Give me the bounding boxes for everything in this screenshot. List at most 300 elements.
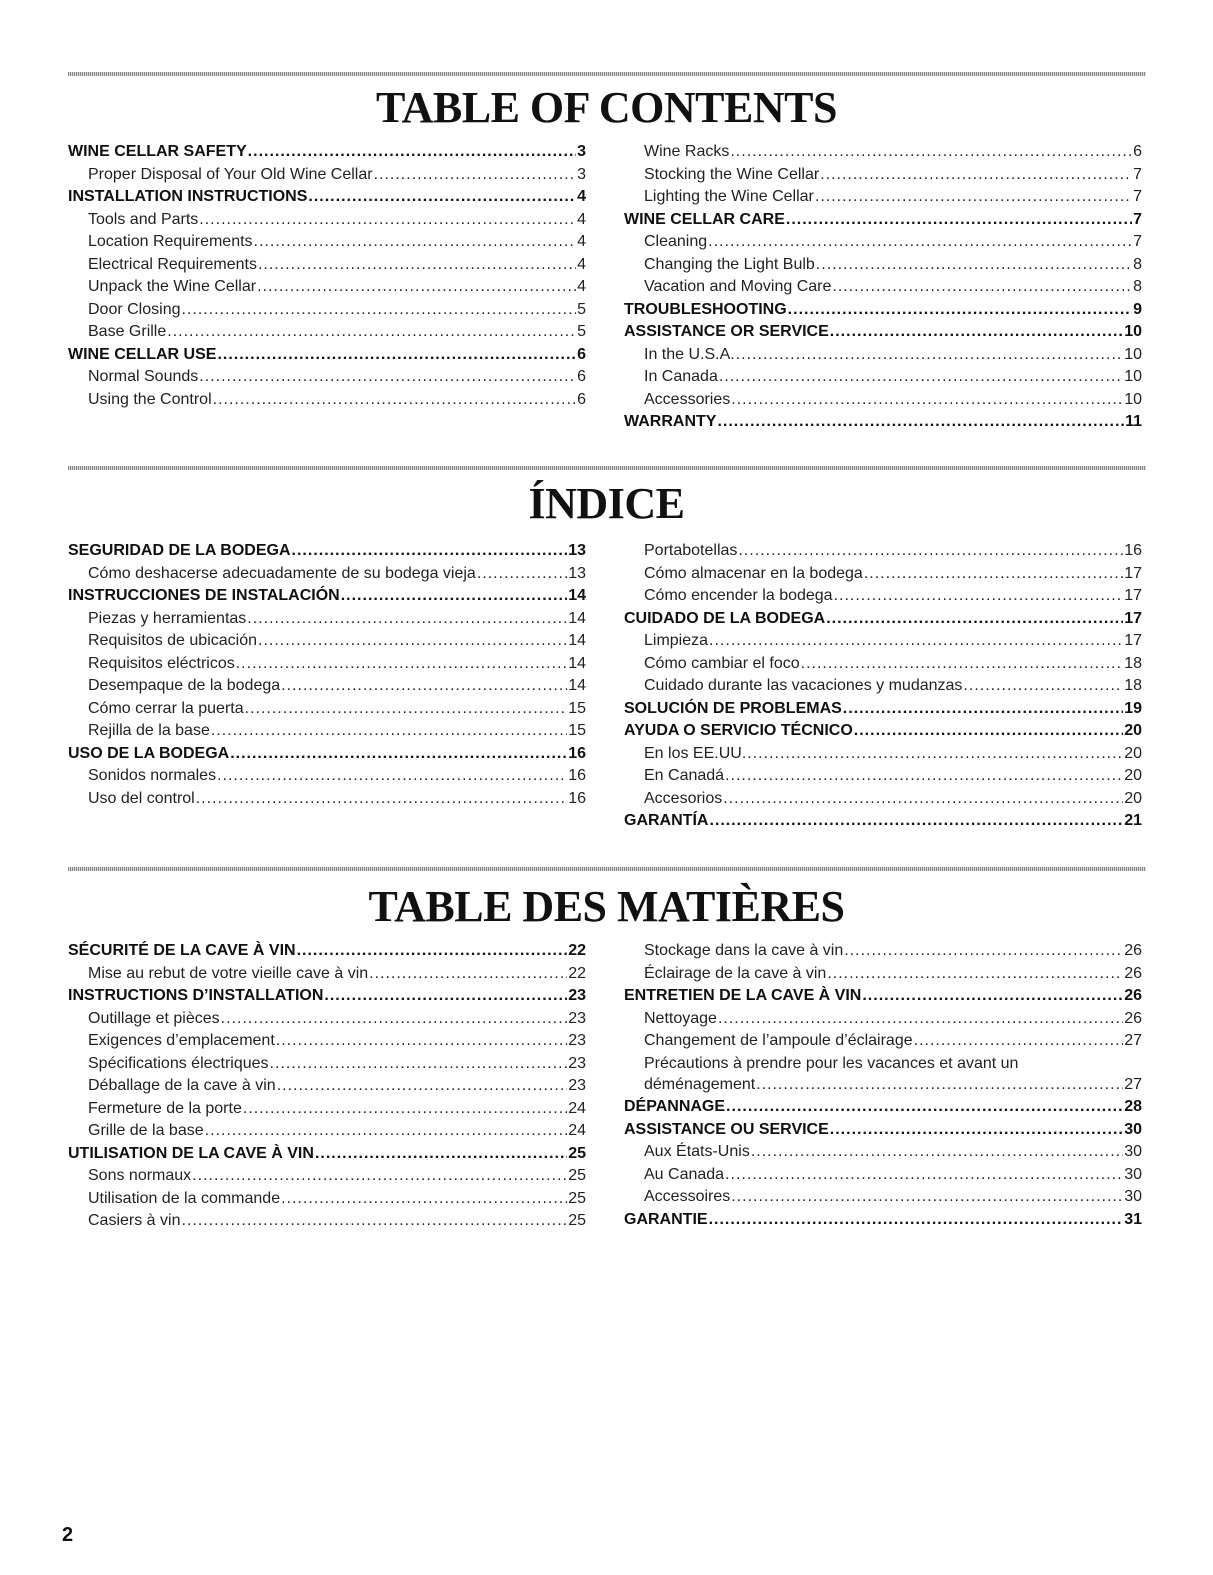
dot-leader bbox=[258, 630, 567, 653]
dot-leader bbox=[217, 344, 576, 367]
toc-subsection-label: Accessoires bbox=[644, 1188, 731, 1205]
toc-section-label: SÉCURITÉ DE LA CAVE À VIN bbox=[68, 942, 296, 959]
toc-entry bbox=[624, 1164, 1142, 1187]
toc-subsection-label: Requisitos eléctricos bbox=[88, 654, 235, 672]
dot-leader bbox=[258, 254, 576, 277]
toc-entry bbox=[624, 411, 1142, 434]
toc-entry bbox=[624, 765, 1142, 788]
toc-entry bbox=[68, 940, 586, 963]
toc-subsection-label: Portabotellas bbox=[644, 542, 738, 559]
toc-subsection-label: Cuidado durante las vacaciones y mudanzas bbox=[644, 677, 963, 694]
dot-leader bbox=[725, 1164, 1123, 1187]
dot-leader bbox=[719, 366, 1123, 389]
dot-leader bbox=[230, 743, 567, 766]
toc-section-label: INSTRUCTIONS D’INSTALLATION bbox=[68, 987, 324, 1004]
dot-leader bbox=[281, 1188, 567, 1211]
toc-page-number: 17 bbox=[1124, 564, 1142, 582]
toc-entry bbox=[68, 141, 586, 164]
toc-entry bbox=[68, 698, 586, 721]
dot-leader bbox=[270, 1053, 568, 1076]
toc-entry bbox=[624, 540, 1142, 563]
toc-page-number: 10 bbox=[1124, 323, 1142, 340]
toc-section-label: GARANTIE bbox=[624, 1210, 708, 1228]
toc-page-number: 24 bbox=[568, 1099, 586, 1117]
toc-subsection-label: Spécifications électriques bbox=[88, 1054, 269, 1072]
toc-page-number: 23 bbox=[568, 987, 586, 1004]
toc-page-number: 17 bbox=[1124, 609, 1142, 627]
toc-page-number: 6 bbox=[577, 345, 586, 363]
toc-subsection-label: Lighting the Wine Cellar bbox=[644, 188, 814, 205]
toc-page-number: 18 bbox=[1124, 677, 1142, 694]
toc-section-label: SEGURIDAD DE LA BODEGA bbox=[68, 542, 291, 559]
toc-entry bbox=[624, 231, 1142, 254]
toc-page-number: 20 bbox=[1124, 789, 1142, 807]
toc-entry bbox=[68, 366, 586, 389]
toc-section-label: INSTALLATION INSTRUCTIONS bbox=[68, 188, 308, 205]
toc-entry bbox=[68, 1165, 586, 1188]
toc-column-left bbox=[68, 940, 586, 1233]
toc-entry bbox=[68, 653, 586, 676]
toc-page-number: 30 bbox=[1124, 1143, 1142, 1160]
dot-leader bbox=[815, 186, 1132, 209]
dot-leader bbox=[221, 1008, 568, 1031]
dot-leader bbox=[236, 653, 567, 676]
dot-leader bbox=[747, 743, 1123, 766]
dot-leader bbox=[248, 141, 576, 164]
dot-leader bbox=[199, 209, 576, 232]
toc-page-number: 26 bbox=[1124, 987, 1142, 1004]
toc-entry bbox=[68, 1188, 586, 1211]
dot-leader bbox=[297, 940, 568, 963]
dot-leader bbox=[277, 1075, 568, 1098]
toc-section-label: GARANTÍA bbox=[624, 812, 709, 829]
toc-subsection-label: Normal Sounds bbox=[88, 368, 199, 385]
dot-leader bbox=[736, 344, 1123, 367]
toc-subsection-label: Unpack the Wine Cellar bbox=[88, 278, 257, 295]
toc-subsection-label: En Canadá bbox=[644, 767, 725, 784]
toc-page-number: 25 bbox=[568, 1189, 586, 1207]
toc-section-label: CUIDADO DE LA BODEGA bbox=[624, 609, 826, 627]
toc-entry bbox=[68, 675, 586, 698]
dot-leader bbox=[830, 321, 1123, 344]
toc-entry bbox=[624, 209, 1142, 232]
toc-entry bbox=[68, 630, 586, 653]
toc-page-number: 31 bbox=[1124, 1210, 1142, 1228]
toc-entry bbox=[68, 720, 586, 743]
toc-entry bbox=[68, 254, 586, 277]
toc-page-number: 3 bbox=[577, 143, 586, 160]
toc-page-number: 4 bbox=[577, 278, 586, 295]
dot-leader bbox=[196, 788, 567, 811]
toc-entry bbox=[624, 321, 1142, 344]
toc-entry bbox=[624, 254, 1142, 277]
toc-page-number: 24 bbox=[568, 1122, 586, 1139]
toc-section-label: AYUDA O SERVICIO TÉCNICO bbox=[624, 722, 853, 739]
toc-section-label: WARRANTY bbox=[624, 413, 717, 430]
toc-page-number: 28 bbox=[1124, 1098, 1142, 1115]
toc-page-number: 14 bbox=[568, 677, 586, 694]
toc-page-number: 4 bbox=[577, 255, 586, 273]
toc-entry bbox=[624, 985, 1142, 1008]
toc-page-number: 25 bbox=[568, 1212, 586, 1229]
toc-entry bbox=[624, 630, 1142, 653]
toc-page-number: 15 bbox=[568, 699, 586, 717]
dot-leader bbox=[788, 299, 1132, 322]
dot-leader bbox=[245, 698, 568, 721]
section-heading: TABLE OF CONTENTS bbox=[376, 83, 837, 132]
toc-entry bbox=[68, 1120, 586, 1143]
toc-entry bbox=[68, 963, 586, 986]
dot-leader bbox=[709, 810, 1123, 833]
dot-leader bbox=[718, 1008, 1123, 1031]
toc-subsection-label: Exigences d’emplacement bbox=[88, 1032, 275, 1049]
toc-page-number: 7 bbox=[1133, 165, 1142, 183]
toc-page-number: 7 bbox=[1133, 188, 1142, 205]
toc-subsection-label: Casiers à vin bbox=[88, 1212, 181, 1229]
toc-subsection-label: Location Requirements bbox=[88, 233, 253, 250]
toc-page-number: 25 bbox=[568, 1167, 586, 1184]
toc-page-number: 18 bbox=[1124, 654, 1142, 672]
toc-entry bbox=[68, 321, 586, 344]
toc-entry bbox=[624, 141, 1142, 164]
toc-entry bbox=[68, 1030, 586, 1053]
section-divider bbox=[68, 867, 1146, 871]
toc-page-number: 30 bbox=[1124, 1188, 1142, 1205]
toc-entry bbox=[68, 563, 586, 586]
dot-leader bbox=[826, 608, 1123, 631]
dot-leader bbox=[217, 765, 567, 788]
dot-leader bbox=[843, 698, 1123, 721]
toc-entry bbox=[624, 1119, 1142, 1142]
dot-leader bbox=[854, 720, 1123, 743]
toc-subsection-label: In Canada bbox=[644, 368, 718, 385]
toc-page-number: 16 bbox=[568, 767, 586, 784]
dot-leader bbox=[844, 940, 1123, 963]
toc-page-number: 22 bbox=[568, 964, 586, 982]
section-divider bbox=[68, 466, 1146, 470]
dot-leader bbox=[374, 164, 577, 187]
toc-entry bbox=[68, 765, 586, 788]
toc-entry bbox=[68, 985, 586, 1008]
toc-page-number: 23 bbox=[568, 1054, 586, 1072]
toc-entry bbox=[624, 299, 1142, 322]
toc-subsection-label: Door Closing bbox=[88, 300, 181, 318]
toc-subsection-label: Proper Disposal of Your Old Wine Cellar bbox=[88, 165, 373, 183]
toc-column-left bbox=[68, 540, 586, 810]
toc-page-number: 3 bbox=[577, 165, 586, 183]
toc-entry bbox=[624, 698, 1142, 721]
toc-page-number: 27 bbox=[1124, 1075, 1142, 1093]
toc-entry bbox=[624, 389, 1142, 412]
toc-page-number: 7 bbox=[1133, 210, 1142, 228]
dot-leader bbox=[914, 1030, 1124, 1053]
toc-page-number: 13 bbox=[568, 564, 586, 582]
toc-subsection-label: Nettoyage bbox=[644, 1009, 717, 1027]
toc-entry bbox=[68, 1075, 586, 1098]
toc-entry bbox=[68, 164, 586, 187]
toc-section-label: DÉPANNAGE bbox=[624, 1098, 726, 1115]
toc-page-number: 23 bbox=[568, 1077, 586, 1094]
toc-page-number: 27 bbox=[1124, 1032, 1142, 1049]
toc-column-right bbox=[624, 540, 1142, 833]
toc-section-label: TROUBLESHOOTING bbox=[624, 300, 787, 318]
dot-leader bbox=[477, 563, 567, 586]
toc-subsection-label: Cómo cambiar el foco bbox=[644, 654, 800, 672]
dot-leader bbox=[820, 164, 1132, 187]
toc-section-label: WINE CELLAR USE bbox=[68, 345, 217, 363]
dot-leader bbox=[254, 231, 577, 254]
toc-page-number: 6 bbox=[1133, 143, 1142, 160]
toc-subsection-label: Base Grille bbox=[88, 323, 167, 340]
toc-entry bbox=[68, 231, 586, 254]
toc-page-number: 14 bbox=[568, 654, 586, 672]
toc-page-number: 17 bbox=[1124, 632, 1142, 649]
dot-leader bbox=[725, 765, 1123, 788]
dot-leader bbox=[731, 1186, 1123, 1209]
dot-leader bbox=[709, 1209, 1124, 1232]
toc-subsection-label: Au Canada bbox=[644, 1165, 725, 1183]
toc-page-number: 23 bbox=[568, 1009, 586, 1027]
toc-entry bbox=[624, 585, 1142, 608]
toc-subsection-label: Requisitos de ubicación bbox=[88, 632, 257, 649]
dot-leader bbox=[308, 186, 576, 209]
toc-page-number: 10 bbox=[1124, 368, 1142, 385]
toc-entry bbox=[624, 675, 1142, 698]
toc-section-label: WINE CELLAR CARE bbox=[624, 210, 785, 228]
toc-page-number: 20 bbox=[1124, 722, 1142, 739]
dot-leader bbox=[830, 1119, 1123, 1142]
toc-subsection-label: Cómo deshacerse adecuadamente de su bodega vieja bbox=[88, 564, 476, 582]
toc-subsection-label: Précautions à prendre pour les vacances et avant un bbox=[644, 1054, 1019, 1072]
dot-leader bbox=[708, 231, 1132, 254]
toc-page-number: 20 bbox=[1124, 767, 1142, 784]
dot-leader bbox=[827, 963, 1123, 986]
toc-column-left bbox=[68, 141, 586, 411]
toc-page-number: 16 bbox=[568, 789, 586, 807]
toc-page-number: 4 bbox=[577, 233, 586, 250]
toc-page-number: 30 bbox=[1124, 1165, 1142, 1183]
toc-subsection-label: Sons normaux bbox=[88, 1167, 192, 1184]
toc-entry bbox=[624, 653, 1142, 676]
toc-entry bbox=[68, 276, 586, 299]
toc-subsection-label: Changement de l’ampoule d’éclairage bbox=[644, 1032, 913, 1049]
toc-entry bbox=[68, 585, 586, 608]
dot-leader bbox=[801, 653, 1124, 676]
toc-section-label: ENTRETIEN DE LA CAVE À VIN bbox=[624, 987, 862, 1004]
toc-subsection-label: Fermeture de la porte bbox=[88, 1099, 242, 1117]
toc-entry bbox=[624, 720, 1142, 743]
dot-leader bbox=[730, 141, 1132, 164]
toc-subsection-label: Stockage dans la cave à vin bbox=[644, 942, 844, 959]
toc-entry bbox=[68, 299, 586, 322]
dot-leader bbox=[756, 1074, 1123, 1097]
toc-section-label: ASSISTANCE OR SERVICE bbox=[624, 323, 829, 340]
toc-page-number: 22 bbox=[568, 942, 586, 959]
toc-entry bbox=[624, 1053, 1142, 1074]
toc-column-right bbox=[624, 141, 1142, 434]
dot-leader bbox=[167, 321, 576, 344]
section-divider bbox=[68, 72, 1146, 76]
toc-entry bbox=[624, 963, 1142, 986]
toc-subsection-label: Electrical Requirements bbox=[88, 255, 257, 273]
dot-leader bbox=[324, 985, 567, 1008]
toc-entry bbox=[68, 608, 586, 631]
toc-subsection-label: Tools and Parts bbox=[88, 210, 199, 228]
toc-entry bbox=[624, 788, 1142, 811]
dot-leader bbox=[257, 276, 576, 299]
toc-section-label: USO DE LA BODEGA bbox=[68, 744, 230, 762]
toc-entry bbox=[624, 366, 1142, 389]
toc-subsection-label: Stocking the Wine Cellar bbox=[644, 165, 820, 183]
toc-section-label: INSTRUCCIONES DE INSTALACIÓN bbox=[68, 587, 340, 604]
toc-subsection-label: Cómo almacenar en la bodega bbox=[644, 564, 863, 582]
toc-column-right bbox=[624, 940, 1142, 1231]
toc-subsection-label: Accessories bbox=[644, 390, 731, 408]
dot-leader bbox=[963, 675, 1123, 698]
toc-entry bbox=[624, 1096, 1142, 1119]
toc-subsection-label: Outillage et pièces bbox=[88, 1009, 220, 1027]
toc-page-number: 6 bbox=[577, 368, 586, 385]
toc-subsection-label: Uso del control bbox=[88, 789, 195, 807]
dot-leader bbox=[369, 963, 567, 986]
toc-page-number: 11 bbox=[1125, 413, 1142, 430]
toc-entry bbox=[624, 276, 1142, 299]
toc-entry bbox=[68, 1008, 586, 1031]
toc-subsection-label: Cómo cerrar la puerta bbox=[88, 699, 244, 717]
toc-page-number: 14 bbox=[568, 587, 586, 604]
toc-entry bbox=[68, 209, 586, 232]
section-heading: TABLE DES MATIÈRES bbox=[368, 882, 845, 931]
dot-leader bbox=[276, 1030, 567, 1053]
toc-subsection-label: Piezas y herramientas bbox=[88, 609, 247, 627]
dot-leader bbox=[205, 1120, 568, 1143]
dot-leader bbox=[786, 209, 1132, 232]
dot-leader bbox=[292, 540, 568, 563]
toc-entry bbox=[68, 1053, 586, 1076]
toc-page-number: 13 bbox=[568, 542, 586, 559]
dot-leader bbox=[738, 540, 1123, 563]
dot-leader bbox=[834, 585, 1124, 608]
toc-subsection-label: Accesorios bbox=[644, 789, 723, 807]
toc-entry bbox=[624, 1030, 1142, 1053]
toc-page-number: 15 bbox=[568, 722, 586, 739]
toc-page-number: 23 bbox=[568, 1032, 586, 1049]
toc-page-number: 19 bbox=[1124, 699, 1142, 717]
toc-subsection-label: Cómo encender la bodega bbox=[644, 587, 833, 604]
toc-page-number: 20 bbox=[1124, 744, 1142, 762]
toc-subsection-label: Aux États-Unis bbox=[644, 1143, 750, 1160]
toc-entry bbox=[624, 743, 1142, 766]
dot-leader bbox=[181, 1210, 567, 1233]
toc-page-number: 4 bbox=[577, 210, 586, 228]
dot-leader bbox=[315, 1143, 567, 1166]
toc-entry bbox=[624, 1074, 1142, 1097]
toc-entry bbox=[624, 563, 1142, 586]
toc-page-number: 26 bbox=[1124, 964, 1142, 982]
dot-leader bbox=[213, 389, 576, 412]
toc-page-number: 4 bbox=[577, 188, 586, 205]
toc-entry bbox=[624, 344, 1142, 367]
dot-leader bbox=[816, 254, 1132, 277]
toc-page-number: 9 bbox=[1133, 300, 1142, 318]
toc-entry bbox=[624, 810, 1142, 833]
toc-page-number: 8 bbox=[1133, 278, 1142, 295]
toc-subsection-label: Grille de la base bbox=[88, 1122, 204, 1139]
toc-page-number: 14 bbox=[568, 632, 586, 649]
toc-subsection-label: Cleaning bbox=[644, 233, 708, 250]
dot-leader bbox=[281, 675, 567, 698]
toc-entry bbox=[68, 186, 586, 209]
toc-subsection-label: Changing the Light Bulb bbox=[644, 255, 815, 273]
toc-subsection-label: En los EE.UU. bbox=[644, 744, 747, 762]
toc-section-label: WINE CELLAR SAFETY bbox=[68, 143, 247, 160]
dot-leader bbox=[731, 389, 1123, 412]
toc-subsection-label: déménagement bbox=[644, 1075, 756, 1093]
toc-page-number: 6 bbox=[577, 390, 586, 408]
dot-leader bbox=[832, 276, 1132, 299]
toc-page-number: 5 bbox=[577, 300, 586, 318]
dot-leader bbox=[192, 1165, 567, 1188]
toc-page-number: 10 bbox=[1124, 390, 1142, 408]
dot-leader bbox=[211, 720, 567, 743]
toc-section-label: UTILISATION DE LA CAVE À VIN bbox=[68, 1144, 314, 1162]
toc-page-number: 5 bbox=[577, 323, 586, 340]
toc-entry bbox=[624, 1186, 1142, 1209]
toc-entry bbox=[624, 1209, 1142, 1232]
toc-page-number: 21 bbox=[1124, 812, 1142, 829]
toc-subsection-label: Déballage de la cave à vin bbox=[88, 1077, 276, 1094]
toc-page-number: 16 bbox=[568, 744, 586, 762]
dot-leader bbox=[181, 299, 576, 322]
toc-page-number: 26 bbox=[1124, 1009, 1142, 1027]
dot-leader bbox=[723, 788, 1123, 811]
toc-subsection-label: In the U.S.A. bbox=[644, 345, 735, 363]
toc-page-number: 8 bbox=[1133, 255, 1142, 273]
toc-entry bbox=[68, 1210, 586, 1233]
toc-subsection-label: Using the Control bbox=[88, 390, 212, 408]
toc-subsection-label: Rejilla de la base bbox=[88, 722, 210, 739]
toc-page-number: 30 bbox=[1124, 1120, 1142, 1138]
dot-leader bbox=[726, 1096, 1123, 1119]
dot-leader bbox=[199, 366, 576, 389]
toc-entry bbox=[624, 1008, 1142, 1031]
dot-leader bbox=[341, 585, 567, 608]
dot-leader bbox=[247, 608, 567, 631]
toc-entry bbox=[68, 788, 586, 811]
toc-section-label: ASSISTANCE OU SERVICE bbox=[624, 1120, 829, 1138]
toc-page-number: 7 bbox=[1133, 233, 1142, 250]
toc-entry bbox=[68, 1098, 586, 1121]
toc-section-label: SOLUCIÓN DE PROBLEMAS bbox=[624, 699, 842, 717]
toc-page-number: 25 bbox=[568, 1144, 586, 1162]
dot-leader bbox=[751, 1141, 1123, 1164]
toc-entry bbox=[624, 186, 1142, 209]
toc-subsection-label: Limpieza bbox=[644, 632, 709, 649]
toc-subsection-label: Vacation and Moving Care bbox=[644, 278, 832, 295]
toc-page-number: 26 bbox=[1124, 942, 1142, 959]
page-number: 2 bbox=[62, 1524, 74, 1546]
toc-entry bbox=[68, 344, 586, 367]
toc-entry bbox=[624, 608, 1142, 631]
toc-page-number: 14 bbox=[568, 609, 586, 627]
toc-page-number: 16 bbox=[1124, 542, 1142, 559]
toc-entry bbox=[624, 1141, 1142, 1164]
dot-leader bbox=[709, 630, 1123, 653]
toc-page-number: 10 bbox=[1124, 345, 1142, 363]
dot-leader bbox=[862, 985, 1123, 1008]
toc-entry bbox=[68, 1143, 586, 1166]
toc-subsection-label: Mise au rebut de votre vieille cave à vin bbox=[88, 964, 369, 982]
